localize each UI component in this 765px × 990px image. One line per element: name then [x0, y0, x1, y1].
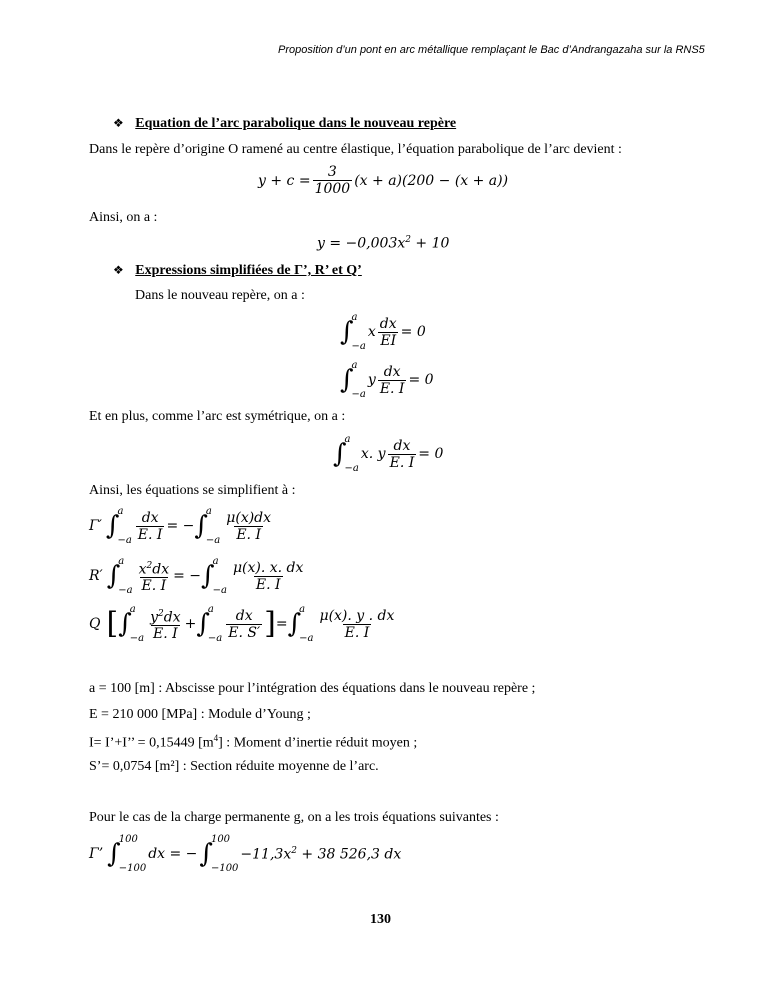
paragraph: Et en plus, comme l’arc est symétrique, on a : — [89, 409, 346, 424]
paragraph: Pour le cas de la charge permanente g, on a les trois équations suivantes : — [89, 810, 499, 825]
page-number: 130 — [370, 912, 391, 927]
definition-e: E = 210 000 [MPa] : Module d’Young ; — [89, 707, 311, 722]
bullet-icon: ❖ — [113, 263, 124, 277]
section-heading-1 — [113, 116, 456, 132]
integral-equation-1: ∫ a −a x $\frac{dx}{EI}$ = 0 — [340, 312, 426, 352]
section-heading-text: Expressions simplifiées de Γ’, R’ et Q’ — [135, 263, 362, 278]
integral-equation-2: ∫ a −a y $\frac{dx}{E. I}$ = 0 — [340, 360, 434, 400]
paragraph: Dans le repère d’origine O ramené au centre élastique, l’équation parabolique de l’arc devient : — [89, 142, 622, 157]
running-header: Proposition d’un pont en arc métallique remplaçant le Bac d’Andrangazaha sur la RNS5 — [278, 44, 705, 56]
bullet-icon: ❖ — [113, 116, 124, 130]
integral-equation-3: ∫ a −a x. y $\frac{dx}{E. I}$ = 0 — [333, 434, 444, 474]
gamma-equation: Γ′ ∫ a −a $\frac{dx}{E. I}$ = − ∫ a −a $\frac{\mu(x)dx}{E. I}$ — [89, 506, 272, 546]
gamma-charge-equation: Γ’ ∫ 100 −100 dx = − ∫ 100 −100 $-11,3x^2 + 38$ 526,3 dx — [89, 834, 402, 874]
definition-i: I= I’+I’’ = 0,15449 $[m^4]$ : Moment d’inertie réduit moyen ; — [89, 733, 418, 751]
r-equation: R′ ∫ a −a $\frac{x^2dx}{E. I}$ = − ∫ a −a $\frac{\mu(x). x. dx}{E. I}$ — [89, 556, 304, 596]
paragraph: Ainsi, les équations se simplifient à : — [89, 483, 296, 498]
section-heading-2 — [113, 263, 362, 279]
definition-a: a = 100 [m] : Abscisse pour l’intégration des équations dans le nouveau repère ; — [89, 681, 536, 696]
q-equation: Q [ ∫ a −a $\frac{y^2dx}{E. I}$ + ∫ a −a $\frac{dx}{E. S'}$ ] = ∫ a −a $\frac{\mu(x). y . dx}{E. I}$ — [89, 604, 395, 644]
parabola-equation: y + c = $\frac{3}{1000}$ (x + a)(200 − (x + a)) — [258, 164, 509, 197]
paragraph: Ainsi, on a : — [89, 210, 158, 225]
paragraph: Dans le nouveau repère, on a : — [135, 288, 305, 303]
section-heading-text: Equation de l’arc parabolique dans le nouveau repère — [135, 116, 457, 131]
definition-s: S’= 0,0754 [m²] : Section réduite moyenne de l’arc. — [89, 759, 379, 774]
simplified-equation: $y = -0,003x^2 + 10$ — [317, 235, 450, 252]
